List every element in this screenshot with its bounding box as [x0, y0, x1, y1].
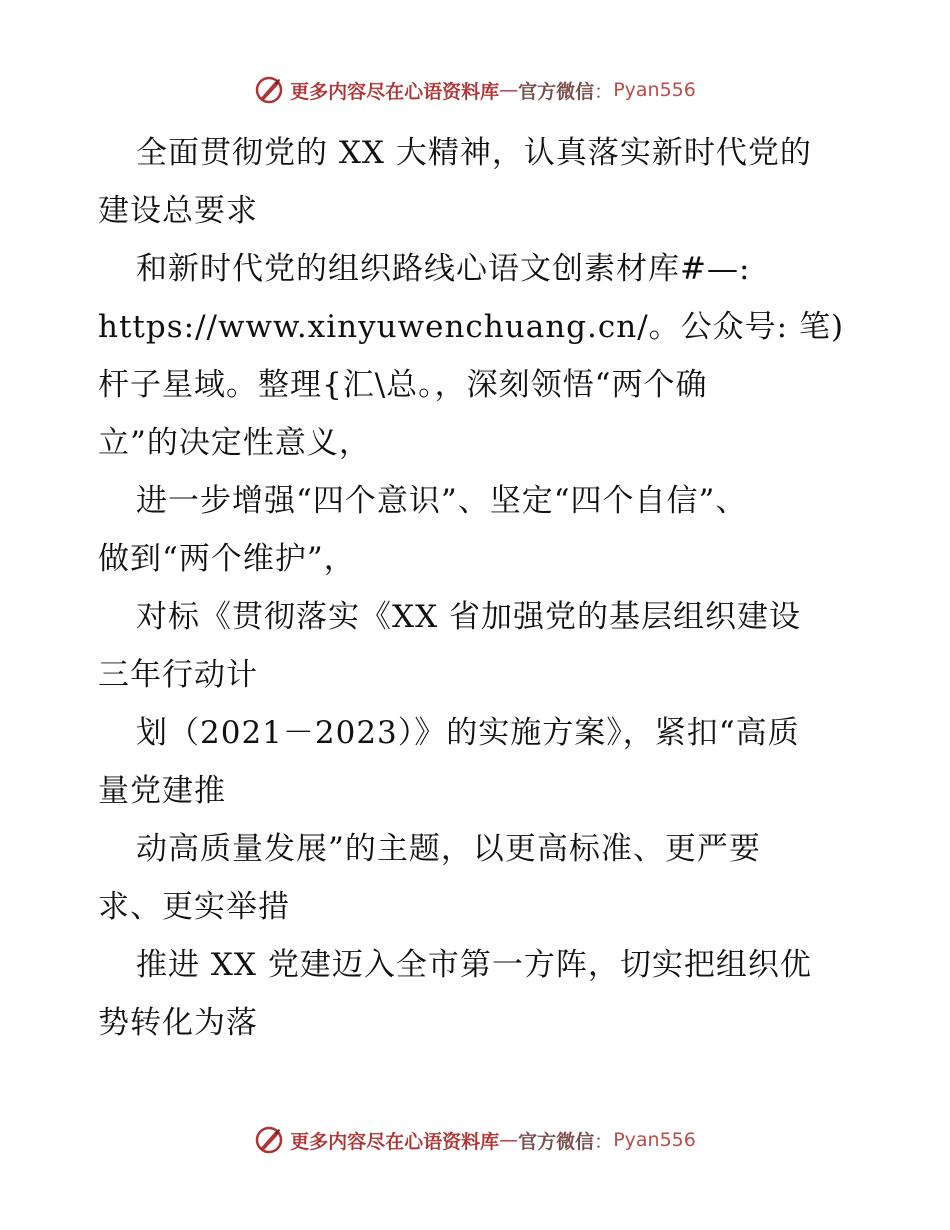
text-line: 杆子星域。整理{汇\总。，深刻领悟“两个确 [98, 367, 708, 403]
banner-wechat-label: 官方微信 [518, 80, 595, 103]
banner-main-text: 更多内容尽在心语资料库 [290, 80, 500, 103]
paragraph-3 [98, 472, 858, 588]
paragraph-1 [98, 124, 858, 240]
text-line: 量党建推 [98, 773, 226, 809]
banner-wechat-id: Pyan556 [613, 1129, 696, 1151]
banner-separator: — [499, 1129, 519, 1151]
text-line: 和新时代党的组织路线心语文创素材库#—: [136, 251, 751, 287]
banner-separator: — [499, 79, 519, 101]
text-line: 做到“两个维护”， [98, 541, 356, 577]
text-line: 进一步增强“四个意识”、坚定“四个自信”、 [136, 483, 748, 519]
text-line: 推进 XX 党建迈入全市第一方阵，切实把组织优 [136, 947, 812, 983]
paragraph-4 [98, 588, 858, 704]
footer-watermark-banner [0, 1120, 950, 1160]
paragraph-7 [98, 936, 858, 1052]
paragraph-2 [98, 240, 858, 472]
banner-colon: ： [594, 1130, 614, 1153]
paragraph-6 [98, 820, 858, 936]
paragraph-5 [98, 704, 858, 820]
document-body [98, 124, 858, 1052]
text-line: 动高质量发展”的主题，以更高标准、更严要 [136, 831, 761, 867]
text-line: 全面贯彻党的 XX 大精神，认真落实新时代党的 [136, 135, 812, 171]
text-line: https://www.xinyuwenchuang.cn/。公众号: 笔) [98, 309, 845, 345]
text-line: 势转化为落 [98, 1005, 258, 1041]
banner-wechat-id: Pyan556 [613, 79, 696, 101]
text-line: 对标《贯彻落实《XX 省加强党的基层组织建设 [136, 599, 801, 635]
header-watermark-banner [0, 70, 950, 110]
banner-wechat-label: 官方微信 [518, 1130, 595, 1153]
text-line: 建设总要求 [98, 193, 258, 229]
text-line: 划（2021－2023）》的实施方案》，紧扣“高质 [136, 715, 800, 751]
banner-main-text: 更多内容尽在心语资料库 [290, 1130, 500, 1153]
banner-colon: ： [594, 80, 614, 103]
quill-pen-logo-icon [254, 75, 284, 105]
quill-pen-logo-icon [254, 1125, 284, 1155]
text-line: 立”的决定性意义， [98, 425, 371, 461]
text-line: 三年行动计 [98, 657, 258, 693]
text-line: 求、更实举措 [98, 889, 290, 925]
